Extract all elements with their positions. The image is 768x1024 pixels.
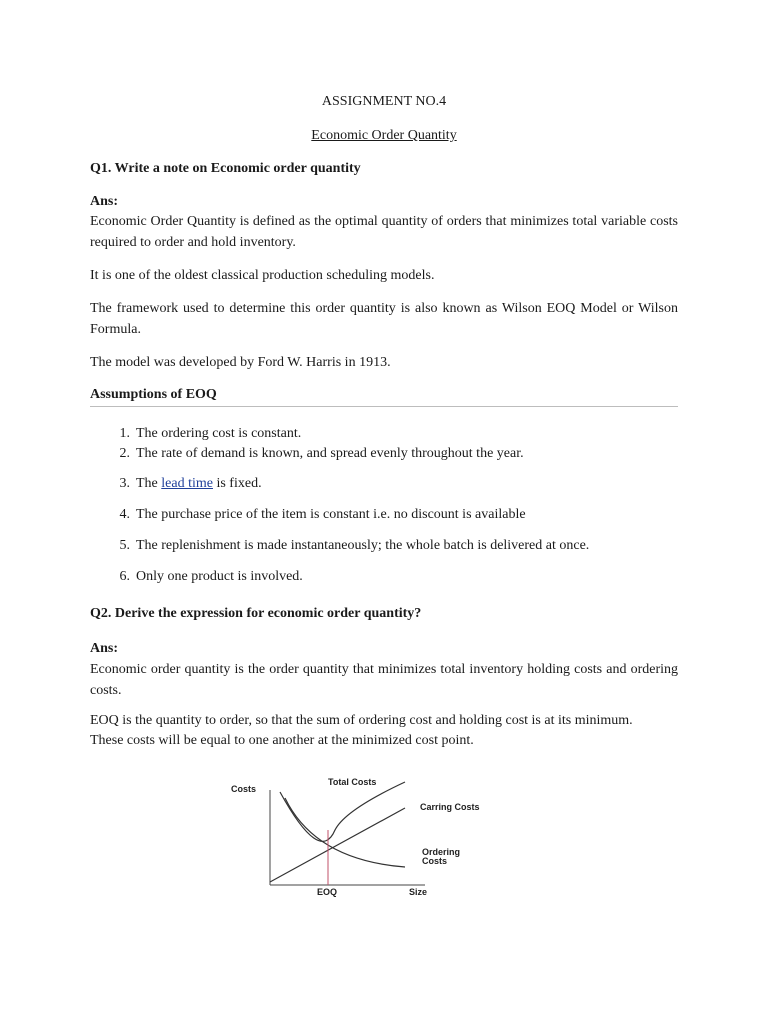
list-text: The rate of demand is known, and spread evenly throughout the year.	[136, 446, 524, 461]
y-axis-label: Costs	[231, 784, 257, 794]
carrying-costs-line	[270, 808, 405, 882]
q2-paragraph-2-line-1: EOQ is the quantity to order, so that the sum of ordering cost and holding cost is at its minimum.	[90, 713, 633, 728]
ordering-costs-label-line-1: Ordering	[422, 847, 461, 857]
list-number: 4.	[119, 507, 130, 522]
assignment-heading: ASSIGNMENT NO.4	[321, 94, 447, 109]
list-text: The ordering cost is constant.	[136, 426, 302, 441]
list-text-pre: The	[136, 476, 162, 491]
list-number: 2.	[119, 446, 130, 461]
q2-paragraph-1: Economic order quantity is the order quantity that minimizes total inventory holding costs and ordering costs.	[90, 662, 678, 698]
list-text: Only one product is involved.	[136, 569, 303, 584]
topic-heading-text: Economic Order Quantity	[311, 128, 457, 143]
list-number: 3.	[119, 476, 130, 491]
list-number: 5.	[119, 538, 130, 553]
x-axis-label: Size	[409, 887, 428, 897]
total-costs-curve	[280, 782, 405, 841]
list-text: The replenishment is made instantaneously; the whole batch is delivered at once.	[136, 538, 590, 553]
list-text-post: is fixed.	[212, 476, 262, 491]
ordering-costs-label-line-2: Costs	[422, 856, 448, 866]
total-costs-label: Total Costs	[328, 777, 377, 787]
list-number: 6.	[119, 569, 130, 584]
q1-question: Q1. Write a note on Economic order quantity	[90, 161, 361, 176]
q2-paragraph-2-line-2: These costs will be equal to one another at the minimized cost point.	[90, 733, 474, 748]
topic-heading	[0, 128, 768, 144]
q2-question: Q2. Derive the expression for economic order quantity?	[90, 606, 422, 621]
list-text	[136, 476, 262, 492]
q1-answer-label: Ans:	[90, 194, 119, 209]
section-divider	[90, 406, 678, 407]
ordering-costs-curve	[285, 798, 405, 867]
q1-paragraph-1: Economic Order Quantity is defined as the optimal quantity of orders that minimizes total variable costs required to order and hold inventory.	[90, 214, 678, 250]
lead-time-link[interactable]: lead time	[161, 476, 213, 491]
carrying-costs-label: Carring Costs	[420, 802, 480, 812]
eoq-cost-chart	[225, 770, 505, 905]
assumptions-heading: Assumptions of EOQ	[90, 387, 217, 402]
list-text: The purchase price of the item is constant i.e. no discount is available	[136, 507, 526, 522]
eoq-label: EOQ	[317, 887, 338, 897]
q1-paragraph-2: It is one of the oldest classical production scheduling models.	[90, 268, 435, 283]
q2-answer-label: Ans:	[90, 641, 119, 656]
q1-paragraph-3: The framework used to determine this order quantity is also known as Wilson EOQ Model or Wilson Formula.	[90, 301, 678, 337]
list-number: 1.	[119, 426, 130, 441]
q1-paragraph-4: The model was developed by Ford W. Harris in 1913.	[90, 355, 391, 370]
